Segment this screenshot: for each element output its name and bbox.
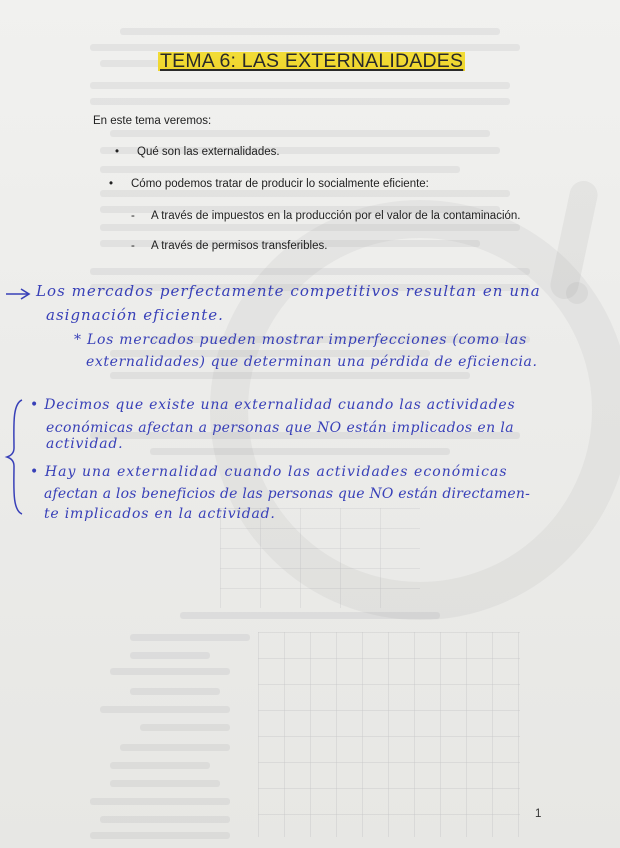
handwritten-definition-line bbox=[30, 464, 508, 480]
page-title: TEMA 6: LAS EXTERNALIDADES bbox=[160, 50, 464, 72]
sub-bullet-marker: - bbox=[131, 210, 135, 222]
sub-bullet-text: A través de permisos transferibles. bbox=[151, 240, 328, 252]
page-number: 1 bbox=[535, 808, 542, 820]
arrow-icon bbox=[4, 286, 32, 302]
bullet-text: Cómo podemos tratar de producir lo socialmente eficiente: bbox=[131, 178, 429, 190]
brace-icon bbox=[4, 398, 26, 516]
intro-text: En este tema veremos: bbox=[93, 115, 212, 127]
sub-bullet-marker: - bbox=[131, 240, 135, 252]
bullet-marker: • bbox=[109, 178, 114, 190]
watermark-dot bbox=[566, 282, 588, 304]
definition-marker: • bbox=[30, 464, 40, 480]
sub-bullet-item bbox=[131, 210, 521, 222]
handwritten-definition-line: afectan a los beneficios de las personas que NO están directamen- bbox=[44, 486, 531, 502]
handwritten-definition-line: económicas afectan a personas que NO están implicados en la bbox=[46, 420, 515, 436]
definition-text: Hay una externalidad cuando las actividades económicas bbox=[44, 464, 508, 480]
definition-text: Decimos que existe una externalidad cuando las actividades bbox=[44, 397, 516, 413]
handwritten-note-line: Los mercados perfectamente competitivos resultan en una bbox=[36, 282, 541, 300]
handwritten-note-line: externalidades) que determinan una pérdida de eficiencia. bbox=[86, 354, 538, 370]
bullet-item bbox=[109, 178, 429, 190]
handwritten-note-line: asignación eficiente. bbox=[46, 306, 224, 324]
definition-marker: • bbox=[30, 397, 40, 413]
handwritten-note-line: * Los mercados pueden mostrar imperfecciones (como las bbox=[74, 332, 528, 348]
sub-bullet-item bbox=[131, 240, 328, 252]
sub-bullet-text: A través de impuestos en la producción por el valor de la contaminación. bbox=[151, 210, 521, 222]
handwritten-definition-line: actividad. bbox=[46, 436, 124, 452]
bullet-text: Qué son las externalidades. bbox=[137, 146, 280, 158]
bullet-marker: • bbox=[115, 146, 120, 158]
handwritten-definition-line bbox=[30, 397, 515, 413]
bullet-item bbox=[115, 146, 280, 158]
handwritten-definition-line: te implicados en la actividad. bbox=[44, 506, 276, 522]
